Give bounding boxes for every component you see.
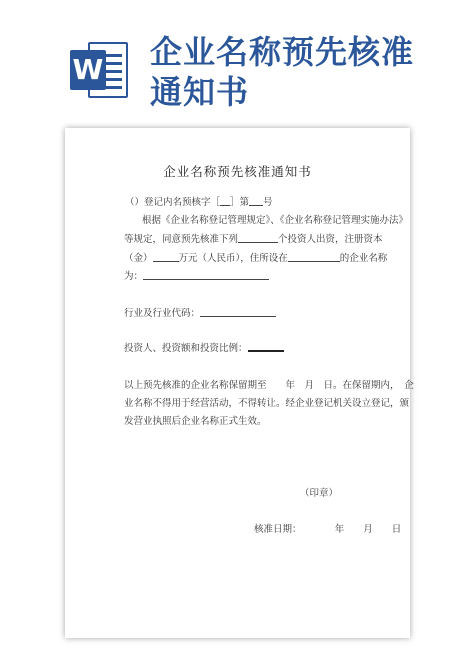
p1-c3: 的企业名称 (339, 253, 388, 264)
page-line (104, 62, 122, 65)
paragraph1-line1: 根据《企业名称登记管理规定》、《企业名称登记管理实施办法》 (142, 215, 409, 226)
ref-mid: ）登记内名预核字［ (134, 197, 221, 208)
investors-blank (248, 340, 284, 352)
page-line (104, 54, 122, 57)
page-line (104, 70, 122, 73)
header-title-line2: 通知书 (150, 73, 250, 111)
capital-blank (153, 251, 179, 262)
p1-b2: 个投资人出资，注册资本 (278, 234, 383, 245)
industry-blank (200, 306, 276, 317)
investors-label: 投资人、投资额和投资比例： (124, 343, 248, 354)
address-blank (288, 251, 340, 262)
paragraph1-line2 (124, 231, 383, 245)
ref-blank (220, 195, 230, 206)
document-page (65, 128, 414, 638)
ref-suffix: 号 (263, 197, 273, 208)
approval-date-line: 核准日期： 年 月 日 (254, 524, 402, 535)
header-title-line1: 企业名称预先核准 (150, 33, 415, 71)
company-name-blank (143, 269, 269, 280)
page-line (104, 78, 122, 81)
investor-count-blank (238, 232, 278, 243)
industry-label: 行业及行业代码： (124, 308, 201, 319)
page-line (104, 86, 122, 89)
word-document-icon (66, 38, 130, 102)
paragraph1-line3 (124, 250, 387, 264)
seal-label: （印章） (300, 488, 339, 499)
header-title (150, 32, 450, 112)
page-header (0, 0, 474, 130)
paragraph2-line1: 以上预先核准的企业名称保留期至 年 月 日。在保留期内， 企 (124, 380, 414, 391)
p1-b1: 等规定，同意预先核准下列 (124, 234, 239, 245)
paragraph2-line2: 业名称不得用于经营活动，不得转让。经企业登记机关设立登记，颁 (124, 398, 410, 409)
industry-line (124, 305, 276, 319)
reference-number-line (125, 194, 273, 208)
p1-c2: 万元（人民币），住所设在 (178, 253, 288, 264)
ref-close: ］第 (230, 197, 250, 208)
investors-line (124, 340, 284, 354)
document-title: 企业名称预先核准通知书 (163, 164, 312, 179)
ref-open: （ (125, 197, 135, 208)
p1-c1: （金） (124, 253, 153, 264)
ref-number-blank (249, 195, 263, 206)
p1-d: 为： (124, 271, 144, 282)
paragraph1-line4 (124, 268, 269, 282)
paragraph2-line3: 发营业执照后企业名称正式生效。 (124, 416, 267, 427)
word-badge: W (70, 50, 106, 90)
